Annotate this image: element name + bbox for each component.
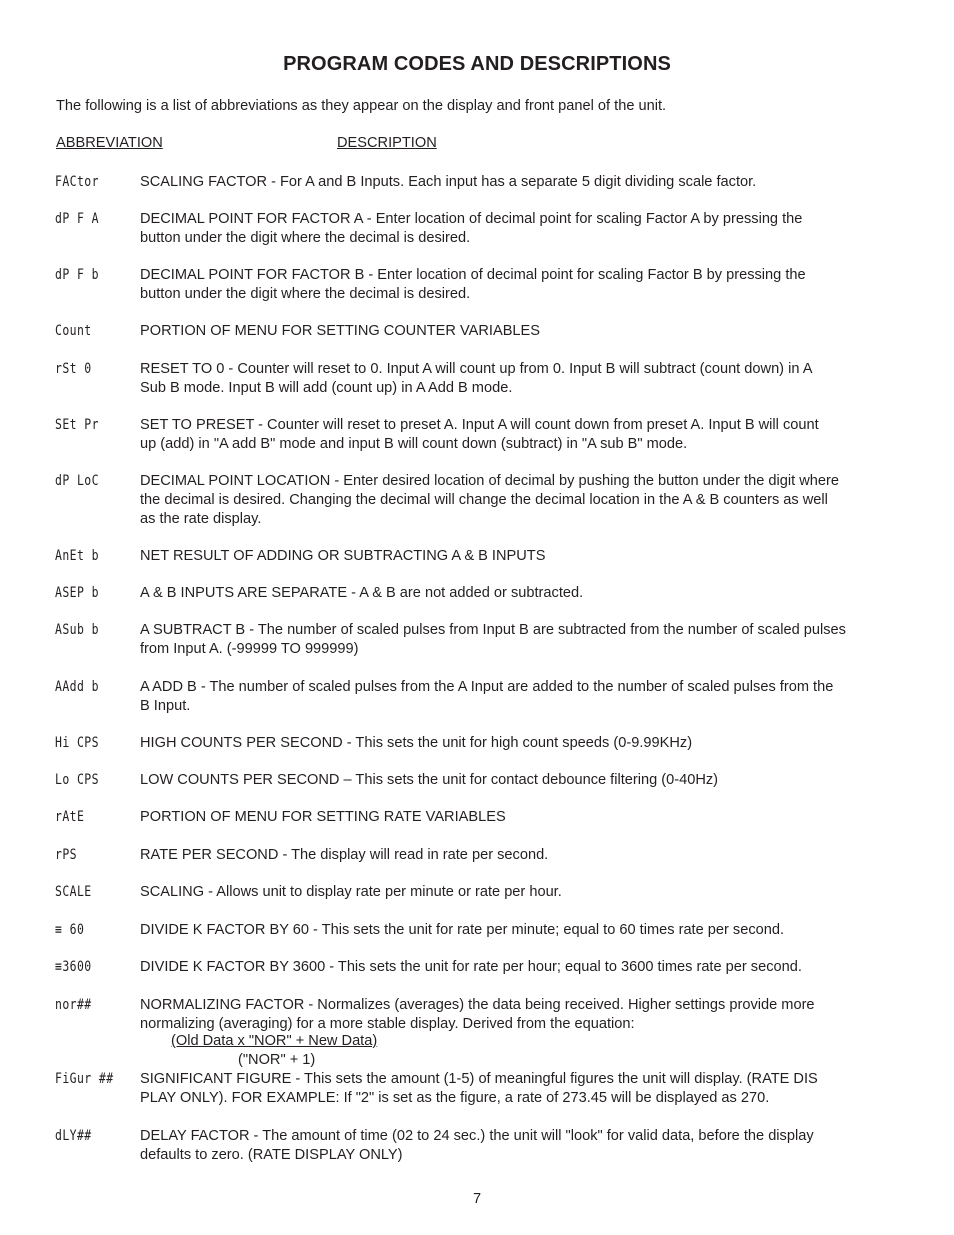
description-line: as the rate display. bbox=[140, 511, 262, 527]
entry-code: AnEt b bbox=[55, 548, 99, 564]
entry-code: nor## bbox=[55, 997, 92, 1013]
entry-description bbox=[140, 1127, 910, 1165]
entry-description bbox=[140, 621, 910, 659]
description-line: DECIMAL POINT FOR FACTOR A - Enter location of decimal point for scaling Factor A by pressing the bbox=[140, 211, 803, 227]
page-title: PROGRAM CODES AND DESCRIPTIONS bbox=[283, 53, 671, 75]
description-line: DIVIDE K FACTOR BY 3600 - This sets the unit for rate per hour; equal to 3600 times rate per second. bbox=[140, 959, 802, 975]
description-line: DELAY FACTOR - The amount of time (02 to 24 sec.) the unit will "look" for valid data, before the display bbox=[140, 1128, 814, 1144]
description-line: the decimal is desired. Changing the decimal will change the decimal location in the A & B counters as well bbox=[140, 492, 828, 508]
description-line: LOW COUNTS PER SECOND – This sets the unit for contact debounce filtering (0-40Hz) bbox=[140, 772, 719, 788]
entry-description bbox=[140, 996, 910, 1034]
description-line: DIVIDE K FACTOR BY 60 - This sets the unit for rate per minute; equal to 60 times rate per second. bbox=[140, 922, 785, 938]
entry-description bbox=[140, 360, 910, 398]
entry-code: rPS bbox=[55, 847, 77, 863]
entry-code: FiGur ## bbox=[55, 1071, 114, 1087]
intro-text: The following is a list of abbreviations as they appear on the display and front panel of the unit. bbox=[56, 98, 667, 114]
entry-code: rSt 0 bbox=[55, 361, 92, 377]
entry-code: dP F A bbox=[55, 211, 99, 227]
entry-code: ≡ 60 bbox=[55, 922, 85, 938]
entry-description bbox=[140, 678, 910, 716]
description-line: from Input A. (-99999 TO 999999) bbox=[140, 641, 359, 657]
entry-code: SEt Pr bbox=[55, 417, 99, 433]
entry-code: dP LoC bbox=[55, 473, 99, 489]
description-line: button under the digit where the decimal is desired. bbox=[140, 286, 471, 302]
equation-numerator: (Old Data x "NOR" + New Data) bbox=[171, 1033, 378, 1049]
description-line: DECIMAL POINT FOR FACTOR B - Enter location of decimal point for scaling Factor B by pressing the bbox=[140, 267, 806, 283]
description-line: SCALING - Allows unit to display rate per minute or rate per hour. bbox=[140, 884, 562, 900]
entry-description bbox=[140, 958, 910, 977]
description-line: RESET TO 0 - Counter will reset to 0. Input A will count up from 0. Input B will subtract (count down) in A bbox=[140, 361, 813, 377]
entry-code: ASEP b bbox=[55, 585, 99, 601]
description-line: A SUBTRACT B - The number of scaled pulses from Input B are subtracted from the number of scaled pulses bbox=[140, 622, 846, 638]
description-line: SET TO PRESET - Counter will reset to preset A. Input A will count down from preset A. Input B will count bbox=[140, 417, 819, 433]
description-line: NET RESULT OF ADDING OR SUBTRACTING A & B INPUTS bbox=[140, 548, 546, 564]
entry-code: Lo CPS bbox=[55, 772, 99, 788]
entry-code: SCALE bbox=[55, 884, 92, 900]
description-line: RATE PER SECOND - The display will read in rate per second. bbox=[140, 847, 549, 863]
entry-code: dLY## bbox=[55, 1128, 92, 1144]
description-line: DECIMAL POINT LOCATION - Enter desired location of decimal by pushing the button under the digit where bbox=[140, 473, 839, 489]
page-number: 7 bbox=[472, 1191, 482, 1207]
entry-description bbox=[140, 547, 910, 566]
description-line: NORMALIZING FACTOR - Normalizes (averages) the data being received. Higher settings provide more bbox=[140, 997, 815, 1013]
entry-code: ASub b bbox=[55, 622, 99, 638]
description-line: PLAY ONLY). FOR EXAMPLE: If "2" is set as the figure, a rate of 273.45 will be displayed as 270. bbox=[140, 1090, 770, 1106]
description-line: SIGNIFICANT FIGURE - This sets the amount (1-5) of meaningful figures the unit will display. (RATE DIS bbox=[140, 1071, 818, 1087]
entry-description bbox=[140, 266, 910, 304]
entry-code: dP F b bbox=[55, 267, 99, 283]
description-line: defaults to zero. (RATE DISPLAY ONLY) bbox=[140, 1147, 403, 1163]
description-line: HIGH COUNTS PER SECOND - This sets the unit for high count speeds (0-9.99KHz) bbox=[140, 735, 693, 751]
equation-denominator: ("NOR" + 1) bbox=[238, 1052, 316, 1068]
entry-description bbox=[140, 921, 910, 940]
description-line: up (add) in "A add B" mode and input B will count down (subtract) in "A sub B" mode. bbox=[140, 436, 688, 452]
description-line: A ADD B - The number of scaled pulses from the A Input are added to the number of scaled pulses from the bbox=[140, 679, 834, 695]
entry-description bbox=[140, 846, 910, 865]
entry-description bbox=[140, 584, 910, 603]
entry-description bbox=[140, 1070, 910, 1108]
entry-description bbox=[140, 734, 910, 753]
description-column-header: DESCRIPTION bbox=[337, 135, 437, 151]
entry-description bbox=[140, 883, 910, 902]
abbreviation-column-header: ABBREVIATION bbox=[56, 135, 163, 151]
description-line: A & B INPUTS ARE SEPARATE - A & B are not added or subtracted. bbox=[140, 585, 584, 601]
entry-description bbox=[140, 322, 910, 341]
entry-description bbox=[140, 416, 910, 454]
description-line: B Input. bbox=[140, 698, 191, 714]
description-line: PORTION OF MENU FOR SETTING COUNTER VARIABLES bbox=[140, 323, 541, 339]
description-line: PORTION OF MENU FOR SETTING RATE VARIABLES bbox=[140, 809, 506, 825]
description-line: SCALING FACTOR - For A and B Inputs. Each input has a separate 5 digit dividing scale factor. bbox=[140, 174, 757, 190]
entry-description bbox=[140, 173, 910, 192]
description-line: button under the digit where the decimal is desired. bbox=[140, 230, 471, 246]
description-line: Sub B mode. Input B will add (count up) in A Add B mode. bbox=[140, 380, 513, 396]
entry-code: ≡3600 bbox=[55, 959, 92, 975]
entry-code: FACtor bbox=[55, 174, 99, 190]
entry-code: AAdd b bbox=[55, 679, 99, 695]
entry-description bbox=[140, 210, 910, 248]
entry-code: Count bbox=[55, 323, 92, 339]
description-line: normalizing (averaging) for a more stable display. Derived from the equation: bbox=[140, 1016, 635, 1032]
entry-description bbox=[140, 771, 910, 790]
entry-code: Hi CPS bbox=[55, 735, 99, 751]
entry-description bbox=[140, 808, 910, 827]
entry-description bbox=[140, 472, 910, 529]
entry-code: rAtE bbox=[55, 809, 85, 825]
